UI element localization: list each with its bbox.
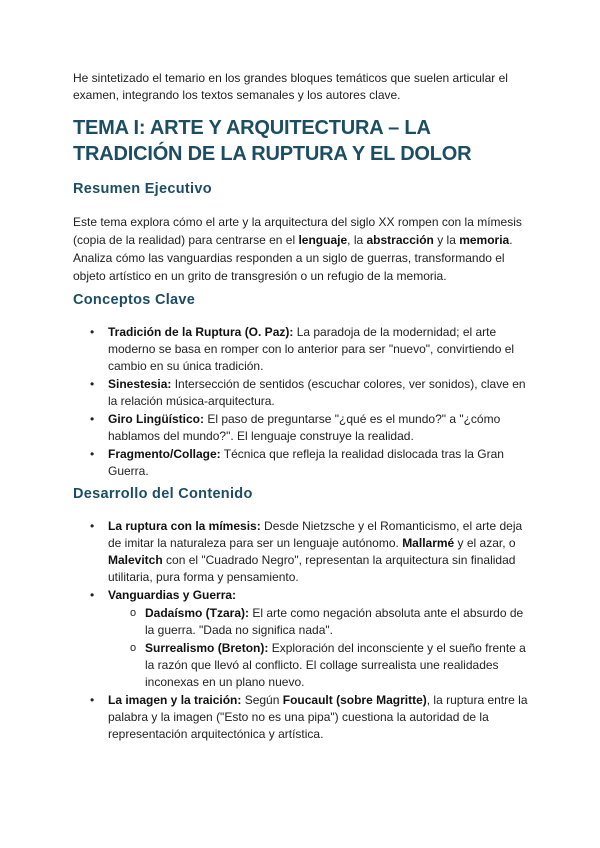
sub-term: Dadaísmo (Tzara):	[145, 606, 250, 620]
sub-list-item	[130, 605, 530, 639]
desarrollo-text: con el "Cuadrado Negro", representan la arquitectura sin finalidad utilitaria, pura forma y pensamiento.	[108, 553, 516, 584]
section-heading-conceptos: Conceptos Clave	[73, 292, 196, 308]
desarrollo-text: Desde Nietzsche y el Romanticismo, el arte deja de imitar la naturaleza para ser un lenguaje autónomo.	[108, 519, 523, 550]
section-heading-desarrollo: Desarrollo del Contenido	[73, 486, 253, 502]
resumen-text-1: Este tema explora cómo el arte y la arquitectura del siglo XX rompen con la mímesis (copia de la realidad) para centrarse en el	[73, 215, 522, 247]
sub-list	[108, 605, 530, 691]
bold-mallarme: Mallarmé	[402, 536, 455, 550]
resumen-paragraph	[73, 213, 533, 285]
resumen-bold-memoria: memoria	[459, 233, 510, 247]
concept-text: Técnica que refleja la realidad dislocada tras la Gran Guerra.	[108, 447, 504, 478]
list-item	[90, 324, 530, 375]
resumen-text-3: y la	[433, 233, 460, 247]
bold-foucault: Foucault (sobre Magritte)	[282, 693, 427, 707]
resumen-bold-lenguaje: lenguaje	[298, 233, 348, 247]
page-title: TEMA I: ARTE Y ARQUITECTURA – LA TRADICIÓN DE LA RUPTURA Y EL DOLOR	[73, 117, 472, 165]
list-item	[90, 411, 530, 445]
concept-term: Fragmento/Collage:	[108, 447, 221, 461]
concept-text: Intersección de sentidos (escuchar colores, ver sonidos), clave en la relación música-arquitectura.	[108, 377, 526, 408]
sub-term: Surrealismo (Breton):	[145, 641, 269, 655]
concept-text: El paso de preguntarse "¿qué es el mundo?" a "¿cómo hablamos del mundo?". El lenguaje construye la realidad.	[108, 412, 501, 443]
resumen-text-4: . Analiza cómo las vanguardias responden a un siglo de guerras, transformando el objeto artístico en un grito de transgresión o un refugio de la memoria.	[73, 233, 513, 283]
desarrollo-term: La ruptura con la mímesis:	[108, 519, 261, 533]
bold-malevitch: Malevitch	[108, 553, 163, 567]
intro-paragraph: He sintetizado el temario en los grandes bloques temáticos que suelen articular el examen, integrando los textos semanales y los autores clave.	[73, 71, 508, 102]
list-item	[90, 587, 530, 691]
desarrollo-text: , la ruptura entre la palabra y la imagen ("Esto no es una pipa") cuestiona la autoridad de la representación arquitectónica y artística.	[108, 693, 528, 741]
concept-text: La paradoja de la modernidad; el arte moderno se basa en romper con lo anterior para ser "nuevo", convirtiendo el cambio en su única tradición.	[108, 325, 515, 373]
desarrollo-text: Según	[241, 693, 283, 707]
desarrollo-term: La imagen y la traición:	[108, 693, 242, 707]
list-item	[90, 692, 530, 743]
sub-list-item	[130, 640, 530, 691]
sub-text: Exploración del inconsciente y el sueño frente a la razón que llevó al conflicto. El collage surrealista une realidades inconexas en un plano nuevo.	[145, 641, 526, 689]
list-item	[90, 518, 530, 586]
conceptos-list	[90, 324, 530, 481]
sub-text: El arte como negación absoluta ante el absurdo de la guerra. "Dada no significa nada".	[145, 606, 524, 637]
concept-term: Sinestesia:	[108, 377, 172, 391]
desarrollo-term: Vanguardias y Guerra:	[108, 588, 237, 602]
concept-term: Giro Lingüístico:	[108, 412, 204, 426]
desarrollo-text: y el azar, o	[454, 536, 516, 550]
list-item	[90, 446, 530, 480]
resumen-text-2: , la	[347, 233, 367, 247]
concept-term: Tradición de la Ruptura (O. Paz):	[108, 325, 294, 339]
list-item	[90, 376, 530, 410]
section-heading-resumen: Resumen Ejecutivo	[73, 181, 212, 197]
desarrollo-list	[90, 518, 530, 744]
resumen-bold-abstraccion: abstracción	[366, 233, 434, 247]
